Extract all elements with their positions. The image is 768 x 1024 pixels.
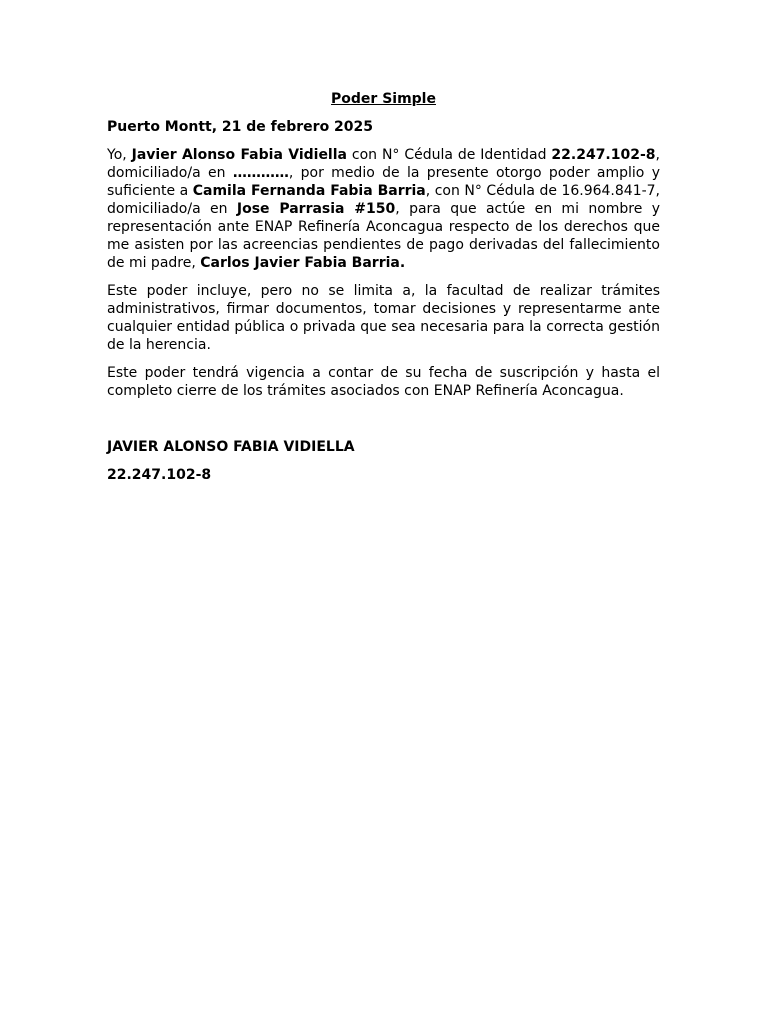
place-and-date: Puerto Montt, 21 de febrero 2025 bbox=[107, 119, 374, 135]
signature-id: 22.247.102-8 bbox=[107, 467, 212, 483]
signature-name: JAVIER ALONSO FABIA VIDIELLA bbox=[107, 439, 355, 455]
paragraph-grant bbox=[107, 146, 660, 272]
document-page bbox=[107, 90, 660, 484]
p1-text-2: con N° Cédula de Identidad bbox=[346, 147, 552, 163]
paragraph-validity: Este poder tendrá vigencia a contar de su fecha de suscripción y hasta el completo cierre de los trámites asociados con ENAP Refinería Aconcagua. bbox=[107, 365, 660, 399]
p1-text-4: , por medio de la presente otorgo poder amplio y suficiente a bbox=[107, 165, 660, 199]
p1-text-3: , domiciliado/a en bbox=[107, 147, 660, 181]
deceased-name: Carlos Javier Fabia Barria. bbox=[200, 255, 406, 271]
paragraph-scope: Este poder incluye, pero no se limita a, la facultad de realizar trámites administrativos, firmar documentos, tomar decisiones y representarme ante cualquier entidad pública o privada que sea necesaria para la correcta gestión de la herencia. bbox=[107, 283, 660, 353]
agent-name: Camila Fernanda Fabia Barria bbox=[192, 183, 426, 199]
grantor-name: Javier Alonso Fabia Vidiella bbox=[131, 147, 347, 163]
grantor-id: 22.247.102-8 bbox=[551, 147, 656, 163]
p1-text-1: Yo, bbox=[107, 147, 132, 163]
document-title: Poder Simple bbox=[331, 91, 436, 107]
agent-address: Jose Parrasia #150 bbox=[236, 201, 396, 217]
p1-text-6: , para que actúe en mi nombre y representación ante ENAP Refinería Aconcagua respecto de los derechos que me asisten por las acreencias pendientes de pago derivadas del fallecimiento de mi padre, bbox=[107, 201, 660, 271]
p1-text-5: , con N° Cédula de 16.964.841-7, domiciliado/a en bbox=[107, 183, 661, 217]
grantor-address: ………… bbox=[232, 165, 289, 181]
